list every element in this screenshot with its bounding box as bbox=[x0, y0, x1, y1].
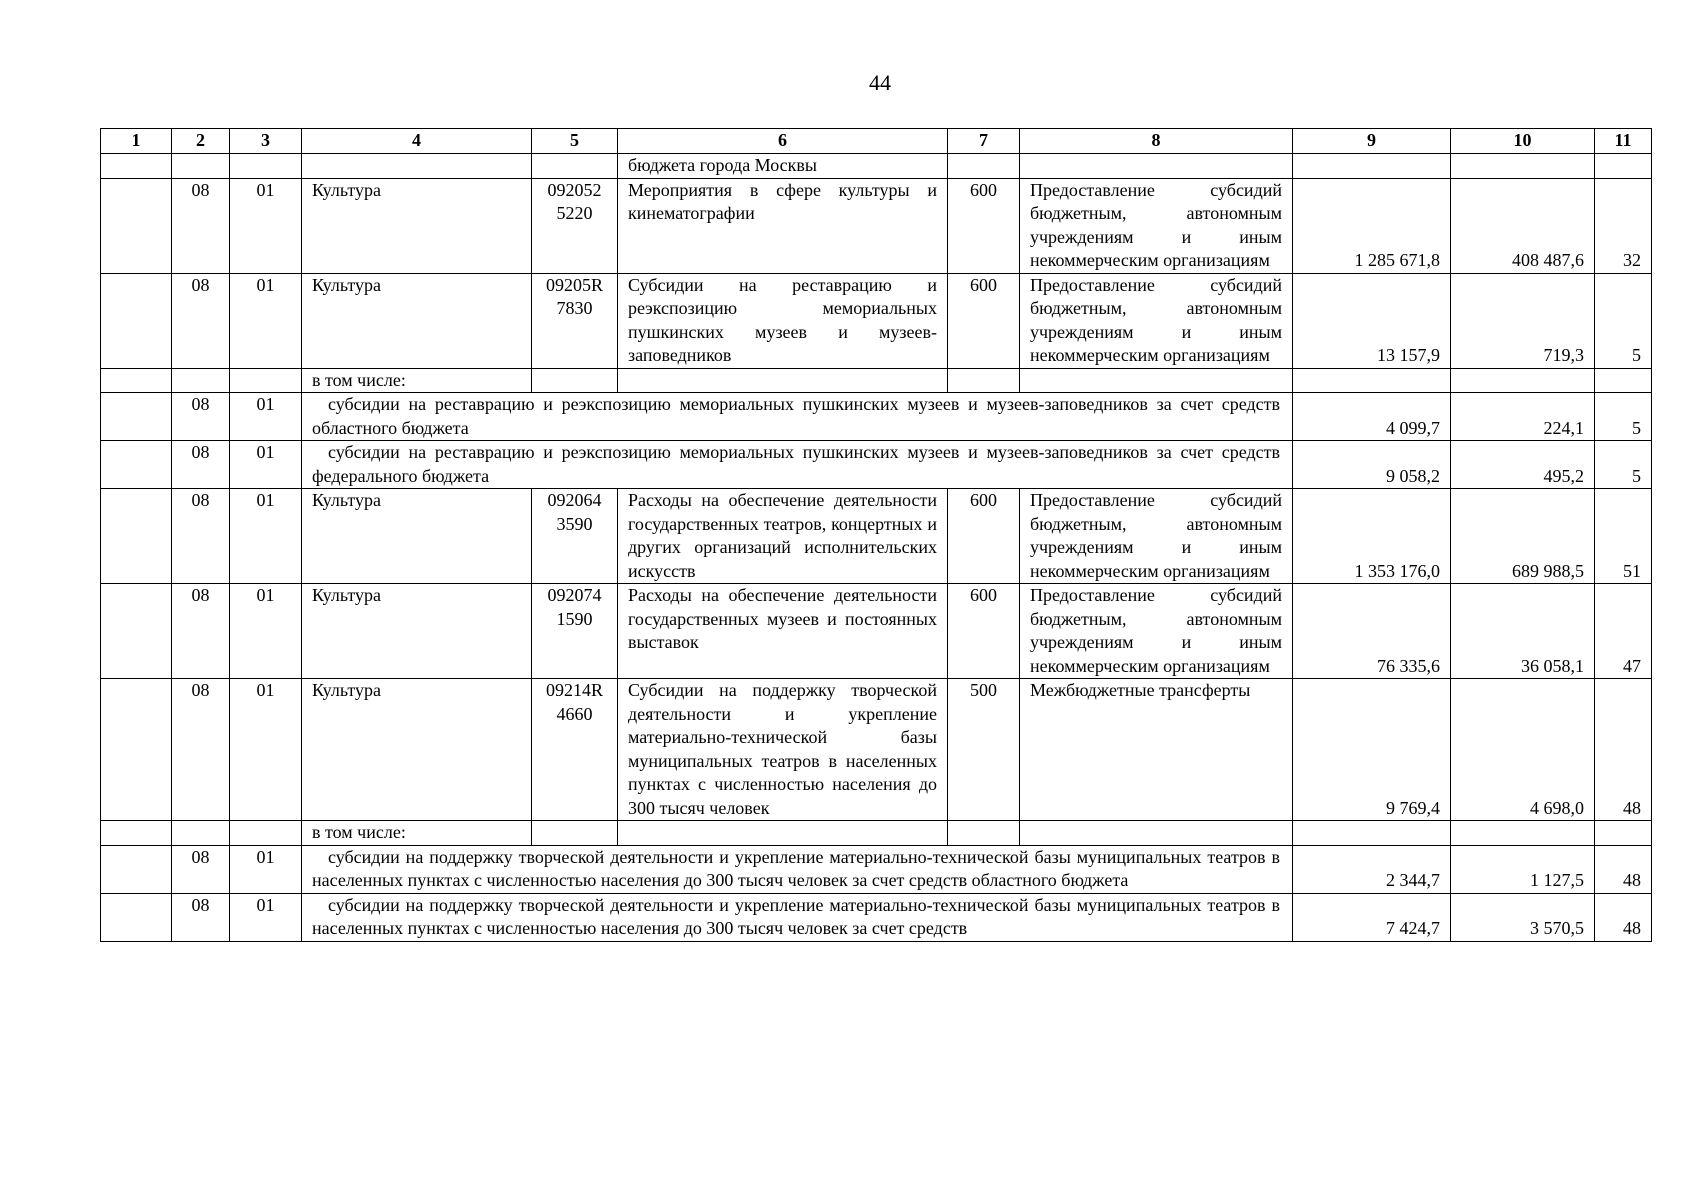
subsection-code-cell: 01 bbox=[230, 393, 302, 441]
actual-amount-cell: 224,1 bbox=[1451, 393, 1595, 441]
budget-table bbox=[100, 128, 1652, 942]
expense-name-cell: Мероприятия в сфере культуры и кинематографии bbox=[618, 178, 948, 273]
section-code-cell: 08 bbox=[172, 489, 230, 584]
expense-type-name-cell: Предоставление субсидий бюджетным, автономным учреждениям и иным некоммерческим организациям bbox=[1020, 178, 1293, 273]
plan-amount-cell: 1 353 176,0 bbox=[1293, 489, 1451, 584]
column-header: 10 bbox=[1451, 129, 1595, 154]
table-row bbox=[101, 845, 1652, 893]
column-header: 8 bbox=[1020, 129, 1293, 154]
actual-amount-cell: 1 127,5 bbox=[1451, 845, 1595, 893]
expense-type-name-cell: Межбюджетные трансферты bbox=[1020, 679, 1293, 821]
table-row bbox=[101, 584, 1652, 679]
actual-amount-cell: 495,2 bbox=[1451, 441, 1595, 489]
table-row bbox=[101, 441, 1652, 489]
subsidy-source-cell: субсидии на поддержку творческой деятельности и укрепление материально-технической базы муниципальных театров в населенных пунктах с численностью населения до 300 тысяч человек за счет средств областного бюджета bbox=[302, 845, 1293, 893]
subsidy-source-cell: субсидии на реставрацию и реэкспозицию мемориальных пушкинских музеев и музеев-заповедников за счет средств федерального бюджета bbox=[302, 441, 1293, 489]
page-number: 44 bbox=[869, 70, 891, 95]
percent-cell: 48 bbox=[1595, 845, 1652, 893]
subsection-code-cell: 01 bbox=[230, 845, 302, 893]
subsection-code-cell: 01 bbox=[230, 273, 302, 368]
section-code-cell: 08 bbox=[172, 893, 230, 941]
section-name-cell: Культура bbox=[302, 273, 532, 368]
subsection-code-cell: 01 bbox=[230, 178, 302, 273]
subsection-code-cell: 01 bbox=[230, 679, 302, 821]
column-header: 5 bbox=[532, 129, 618, 154]
percent-cell: 5 bbox=[1595, 393, 1652, 441]
section-code-cell: 08 bbox=[172, 845, 230, 893]
expense-type-code-cell: 600 bbox=[948, 584, 1020, 679]
expense-type-name-cell: Предоставление субсидий бюджетным, автономным учреждениям и иным некоммерческим организациям bbox=[1020, 273, 1293, 368]
actual-amount-cell: 3 570,5 bbox=[1451, 893, 1595, 941]
expense-name-cell: Субсидии на поддержку творческой деятельности и укрепление материально-технической базы муниципальных театров в населенных пунктах с численностью населения до 300 тысяч человек bbox=[618, 679, 948, 821]
column-header: 3 bbox=[230, 129, 302, 154]
column-header: 2 bbox=[172, 129, 230, 154]
subsection-code-cell: 01 bbox=[230, 893, 302, 941]
plan-amount-cell: 2 344,7 bbox=[1293, 845, 1451, 893]
section-code-cell: 08 bbox=[172, 273, 230, 368]
section-name-cell: Культура bbox=[302, 584, 532, 679]
subsidy-source-cell: субсидии на реставрацию и реэкспозицию мемориальных пушкинских музеев и музеев-заповедников за счет средств областного бюджета bbox=[302, 393, 1293, 441]
actual-amount-cell: 408 487,6 bbox=[1451, 178, 1595, 273]
subsection-code-cell: 01 bbox=[230, 441, 302, 489]
percent-cell: 47 bbox=[1595, 584, 1652, 679]
expense-type-code-cell: 600 bbox=[948, 273, 1020, 368]
including-label: в том числе: bbox=[302, 821, 532, 846]
column-header: 1 bbox=[101, 129, 172, 154]
target-code-cell: 092052 5220 bbox=[532, 178, 618, 273]
column-header: 4 bbox=[302, 129, 532, 154]
plan-amount-cell: 13 157,9 bbox=[1293, 273, 1451, 368]
column-header: 9 bbox=[1293, 129, 1451, 154]
expense-name-cell: бюджета города Москвы bbox=[618, 154, 948, 179]
table-row bbox=[101, 178, 1652, 273]
actual-amount-cell: 719,3 bbox=[1451, 273, 1595, 368]
table-row bbox=[101, 893, 1652, 941]
table-row bbox=[101, 821, 1652, 846]
header-row bbox=[101, 129, 1652, 154]
column-header: 11 bbox=[1595, 129, 1652, 154]
subsidy-source-cell: субсидии на поддержку творческой деятельности и укрепление материально-технической базы муниципальных театров в населенных пунктах с численностью населения до 300 тысяч человек за счет средств bbox=[302, 893, 1293, 941]
section-name-cell: Культура bbox=[302, 679, 532, 821]
percent-cell: 5 bbox=[1595, 273, 1652, 368]
section-code-cell: 08 bbox=[172, 393, 230, 441]
plan-amount-cell: 4 099,7 bbox=[1293, 393, 1451, 441]
column-header: 7 bbox=[948, 129, 1020, 154]
actual-amount-cell: 4 698,0 bbox=[1451, 679, 1595, 821]
plan-amount-cell: 1 285 671,8 bbox=[1293, 178, 1451, 273]
target-code-cell: 092064 3590 bbox=[532, 489, 618, 584]
plan-amount-cell: 7 424,7 bbox=[1293, 893, 1451, 941]
percent-cell: 48 bbox=[1595, 679, 1652, 821]
section-code-cell: 08 bbox=[172, 679, 230, 821]
percent-cell: 32 bbox=[1595, 178, 1652, 273]
percent-cell: 5 bbox=[1595, 441, 1652, 489]
percent-cell: 51 bbox=[1595, 489, 1652, 584]
expense-type-code-cell: 600 bbox=[948, 489, 1020, 584]
including-label: в том числе: bbox=[302, 368, 532, 393]
target-code-cell: 09214R 4660 bbox=[532, 679, 618, 821]
section-name-cell: Культура bbox=[302, 178, 532, 273]
subsection-code-cell: 01 bbox=[230, 584, 302, 679]
table-row bbox=[101, 679, 1652, 821]
section-code-cell: 08 bbox=[172, 441, 230, 489]
table-row bbox=[101, 154, 1652, 179]
section-code-cell: 08 bbox=[172, 178, 230, 273]
actual-amount-cell: 689 988,5 bbox=[1451, 489, 1595, 584]
actual-amount-cell: 36 058,1 bbox=[1451, 584, 1595, 679]
target-code-cell: 092074 1590 bbox=[532, 584, 618, 679]
table-row bbox=[101, 393, 1652, 441]
target-code-cell: 09205R 7830 bbox=[532, 273, 618, 368]
plan-amount-cell: 9 058,2 bbox=[1293, 441, 1451, 489]
expense-name-cell: Расходы на обеспечение деятельности государственных музеев и постоянных выставок bbox=[618, 584, 948, 679]
column-header: 6 bbox=[618, 129, 948, 154]
expense-name-cell: Расходы на обеспечение деятельности государственных театров, концертных и других организаций исполнительских искусств bbox=[618, 489, 948, 584]
plan-amount-cell: 76 335,6 bbox=[1293, 584, 1451, 679]
section-name-cell: Культура bbox=[302, 489, 532, 584]
expense-type-code-cell: 500 bbox=[948, 679, 1020, 821]
expense-name-cell: Субсидии на реставрацию и реэкспозицию мемориальных пушкинских музеев и музеев-заповедников bbox=[618, 273, 948, 368]
expense-type-code-cell: 600 bbox=[948, 178, 1020, 273]
subsection-code-cell: 01 bbox=[230, 489, 302, 584]
plan-amount-cell: 9 769,4 bbox=[1293, 679, 1451, 821]
table-row bbox=[101, 489, 1652, 584]
table-row bbox=[101, 368, 1652, 393]
table-row bbox=[101, 273, 1652, 368]
expense-type-name-cell: Предоставление субсидий бюджетным, автономным учреждениям и иным некоммерческим организациям bbox=[1020, 584, 1293, 679]
section-code-cell: 08 bbox=[172, 584, 230, 679]
expense-type-name-cell: Предоставление субсидий бюджетным, автономным учреждениям и иным некоммерческим организациям bbox=[1020, 489, 1293, 584]
percent-cell: 48 bbox=[1595, 893, 1652, 941]
